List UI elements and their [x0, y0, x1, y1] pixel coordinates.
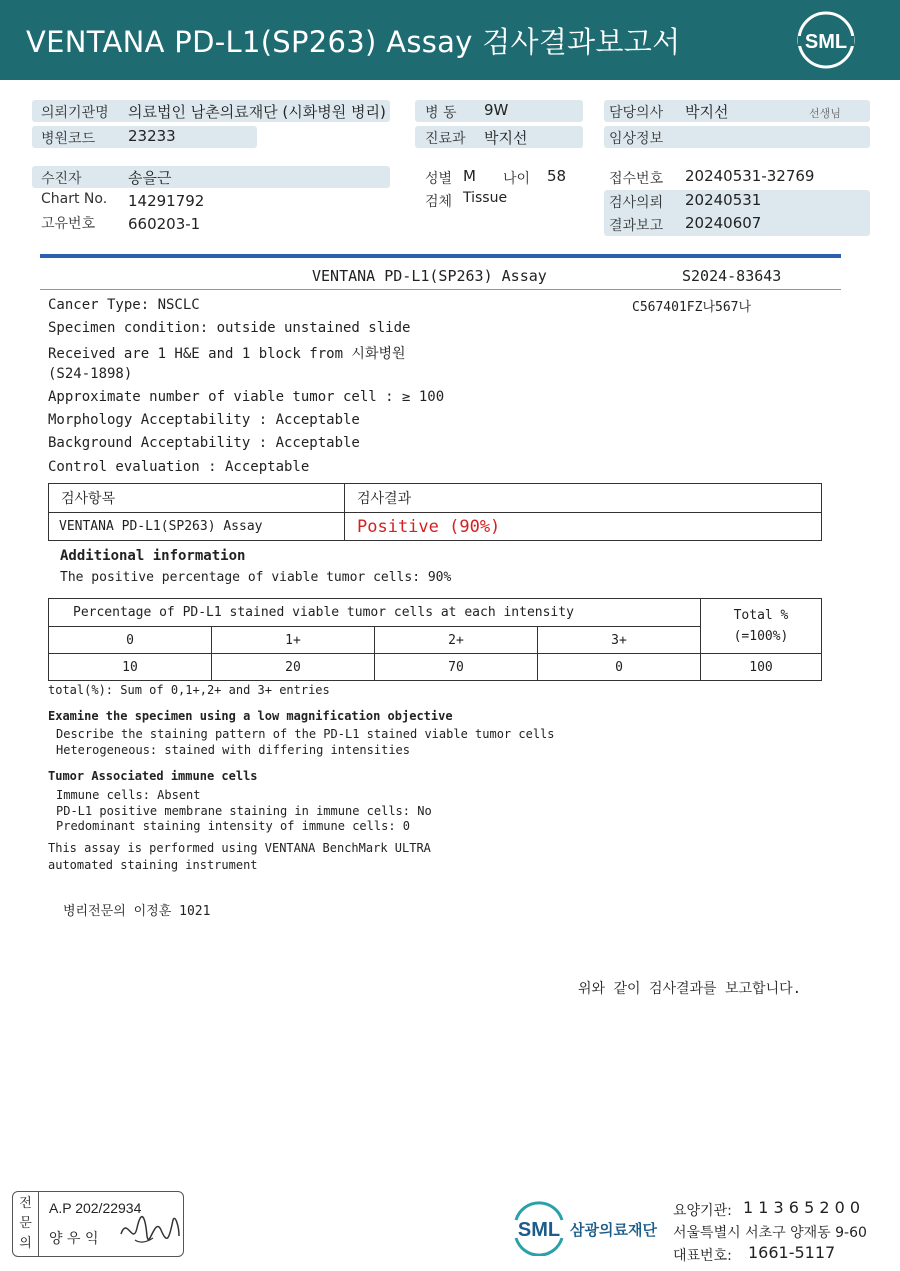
- age-label: 나이: [503, 171, 531, 187]
- case-number: S2024-83643: [682, 267, 782, 285]
- patient-row: [32, 166, 390, 188]
- dept-value: 박지선: [484, 129, 528, 147]
- receipt-value: 20240531-32769: [685, 167, 815, 185]
- assay-title: VENTANA PD-L1(SP263) Assay: [312, 267, 547, 285]
- chart-label: Chart No.: [41, 191, 108, 207]
- age-value: 58: [547, 167, 567, 185]
- receipt-label: 접수번호: [609, 171, 664, 187]
- immune-line: Immune cells: Absent: [56, 788, 201, 802]
- report-line: Cancer Type: NSCLC: [48, 297, 200, 313]
- immune-line: Predominant staining intensity of immune cells: 0: [56, 819, 411, 833]
- doctor-value: 박지선: [685, 103, 729, 121]
- phone-value: 1661-5117: [748, 1243, 836, 1262]
- clinical-label: 임상정보: [609, 131, 664, 147]
- total-note: total(%): Sum of 0,1+,2+ and 3+ entries: [48, 683, 330, 697]
- intensity-col: 2+: [375, 627, 538, 654]
- performed-line: automated staining instrument: [48, 858, 258, 872]
- report-line: Background Acceptability : Acceptable: [48, 435, 360, 451]
- report-line: Specimen condition: outside unstained slide: [48, 320, 411, 336]
- intensity-value: 70: [375, 654, 538, 681]
- org-name: 삼광의료재단: [570, 1221, 657, 1239]
- intensity-col: 1+: [212, 627, 375, 654]
- result-item: VENTANA PD-L1(SP263) Assay: [49, 513, 345, 541]
- dept-label: 진료과: [425, 131, 466, 147]
- svg-text:SML: SML: [804, 31, 848, 53]
- ward-label: 병 동: [425, 105, 457, 121]
- report-header: [0, 0, 900, 80]
- immune-title: Tumor Associated immune cells: [48, 769, 258, 783]
- org-address: 서울특별시 서초구 양재동 9-60: [673, 1225, 867, 1241]
- id-value: 660203-1: [128, 215, 201, 233]
- hospital-code-value: 23233: [128, 127, 176, 145]
- result-table: [48, 483, 822, 541]
- report-top-rule: [40, 254, 841, 258]
- chart-value: 14291792: [128, 192, 205, 210]
- total-value: 100: [701, 654, 822, 681]
- patient-label: 수진자: [41, 171, 82, 187]
- sml-logo-icon: [796, 10, 856, 70]
- intensity-col: 0: [49, 627, 212, 654]
- request-label: 검사의뢰: [609, 195, 664, 211]
- report-line: Approximate number of viable tumor cell : ≥ 100: [48, 389, 445, 405]
- svg-text:SML: SML: [517, 1219, 561, 1241]
- doctor-label: 담당의사: [609, 105, 664, 121]
- sex-value: M: [463, 167, 476, 185]
- report-line: Received are 1 H&E and 1 block from 시화병원: [48, 346, 406, 362]
- stamp-ap: A.P 202/22934: [49, 1200, 142, 1216]
- report-sub-rule: [40, 289, 841, 290]
- additional-text: The positive percentage of viable tumor cells: 90%: [60, 570, 452, 585]
- report-line: Morphology Acceptability : Acceptable: [48, 412, 360, 428]
- intensity-table: [48, 598, 822, 681]
- institution-value: 의료법인 남촌의료재단 (시화병원 병리): [128, 103, 386, 121]
- stamp-side-label: 전문의: [13, 1192, 39, 1256]
- report-line: Control evaluation : Acceptable: [48, 459, 310, 475]
- pathologist: 병리전문의 이정훈 1021: [63, 904, 211, 919]
- total-label: Total %: [733, 608, 789, 623]
- intensity-col: 3+: [538, 627, 701, 654]
- specimen-value: Tissue: [463, 190, 508, 206]
- specimen-label: 검체: [425, 194, 453, 210]
- total-sub: (=100%): [733, 629, 789, 644]
- block-code: C567401FZ나567나: [632, 300, 752, 315]
- examine-line: Heterogeneous: stained with differing intensities: [56, 743, 411, 757]
- intensity-value: 20: [212, 654, 375, 681]
- sml-footer-logo-icon: [510, 1200, 568, 1256]
- intensity-caption: Percentage of PD-L1 stained viable tumor cells at each intensity: [49, 599, 701, 627]
- id-label: 고유번호: [41, 216, 96, 232]
- immune-line: PD-L1 positive membrane staining in immune cells: No: [56, 804, 432, 818]
- examine-title: Examine the specimen using a low magnification objective: [48, 709, 453, 723]
- institution-code-value: 1 1 3 6 5 2 0 0: [743, 1198, 861, 1217]
- stamp-name: 양 우 익: [49, 1231, 99, 1247]
- examine-line: Describe the staining pattern of the PD-L1 stained viable tumor cells: [56, 727, 555, 741]
- phone-label: 대표번호:: [673, 1248, 732, 1264]
- request-value: 20240531: [685, 191, 762, 209]
- performed-line: This assay is performed using VENTANA BenchMark ULTRA: [48, 841, 431, 855]
- ward-value: 9W: [484, 101, 509, 119]
- report-title: VENTANA PD-L1(SP263) Assay 검사결과보고서: [26, 25, 681, 59]
- intensity-value: 0: [538, 654, 701, 681]
- result-header-result: 검사결과: [345, 484, 822, 513]
- total-header: [701, 599, 822, 654]
- result-value: Positive (90%): [345, 513, 822, 541]
- report-date-label: 결과보고: [609, 218, 664, 234]
- report-line: (S24-1898): [48, 366, 133, 382]
- specialist-stamp: [12, 1191, 184, 1257]
- patient-value: 송을근: [128, 169, 172, 187]
- institution-label: 의뢰기관명: [41, 105, 109, 121]
- result-header-item: 검사항목: [49, 484, 345, 513]
- intensity-value: 10: [49, 654, 212, 681]
- hospital-code-label: 병원코드: [41, 131, 96, 147]
- doctor-suffix: 선생님: [809, 107, 841, 120]
- closing-statement: 위와 같이 검사결과를 보고합니다.: [578, 981, 802, 997]
- additional-title: Additional information: [60, 548, 246, 564]
- signature-icon: [117, 1206, 183, 1254]
- sex-label: 성별: [425, 171, 453, 187]
- institution-code-label: 요양기관:: [673, 1203, 732, 1219]
- report-date-value: 20240607: [685, 214, 762, 232]
